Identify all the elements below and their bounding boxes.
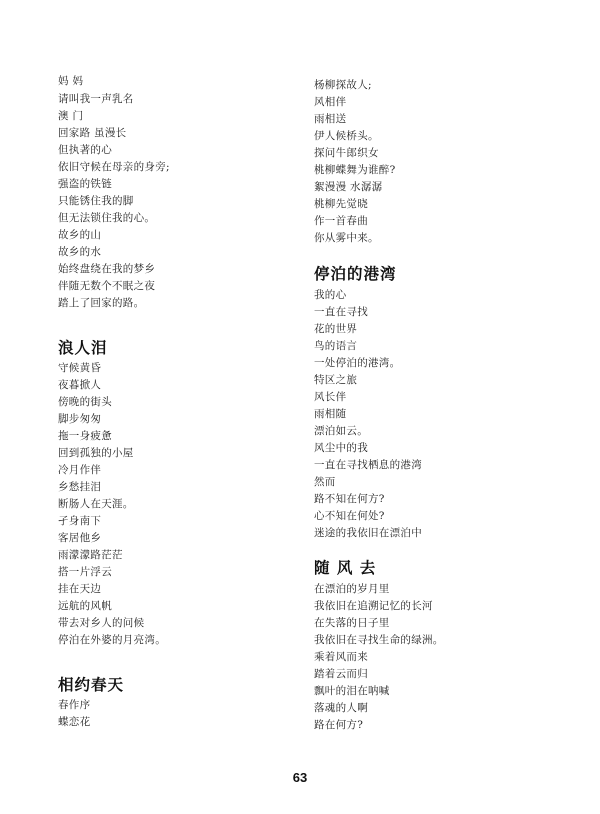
poem-line: 风尘中的我 bbox=[314, 442, 368, 454]
poem-line: 花的世界 bbox=[314, 323, 358, 335]
poem-line: 探问牛郎织女 bbox=[314, 147, 379, 159]
poem-title: 相约春天 bbox=[58, 676, 125, 694]
poem-line: 远航的风帆 bbox=[58, 600, 112, 612]
poem-line: 但执著的心 bbox=[58, 144, 112, 156]
poem-line: 拖一身疲惫 bbox=[58, 430, 112, 442]
poem-line: 搭一片浮云 bbox=[58, 566, 112, 578]
poem-line: 雨相随 bbox=[314, 408, 347, 420]
poem-line: 断肠人在天涯。 bbox=[58, 498, 134, 510]
poem-line: 落魂的人啊 bbox=[314, 702, 368, 714]
poem-line: 风相伴 bbox=[314, 96, 347, 108]
poem-line: 踏上了回家的路。 bbox=[58, 297, 145, 309]
page-number: 63 bbox=[292, 770, 308, 785]
poem-line: 心不知在何处? bbox=[314, 510, 385, 522]
poem-line: 作一首春曲 bbox=[314, 215, 368, 227]
poem-line: 但无法锁住我的心。 bbox=[58, 212, 156, 224]
poem-line: 鸟的语言 bbox=[314, 340, 358, 352]
poem-line: 始终盘绕在我的梦乡 bbox=[58, 263, 156, 275]
poem-line: 絮漫漫 水潺潺 bbox=[314, 181, 383, 193]
poem-line: 你从雾中来。 bbox=[314, 232, 379, 244]
poem-line: 在漂泊的岁月里 bbox=[314, 583, 390, 595]
poem-line: 风长伴 bbox=[314, 391, 347, 403]
poem-line: 桃柳先觉晓 bbox=[314, 198, 368, 210]
poem-line: 雨相送 bbox=[314, 113, 347, 125]
poem-line: 迷途的我依旧在漂泊中 bbox=[314, 527, 422, 539]
poem-line: 路不知在何方? bbox=[314, 493, 385, 505]
poem-line: 在失落的日子里 bbox=[314, 617, 390, 629]
poem-line: 客居他乡 bbox=[58, 532, 102, 544]
poem-line: 特区之旅 bbox=[314, 374, 358, 386]
poem-line: 伴随无数个不眠之夜 bbox=[58, 280, 156, 292]
poem-line: 杨柳探故人; bbox=[314, 79, 372, 91]
poem-line: 踏着云而归 bbox=[314, 668, 368, 680]
poem-line: 依旧守候在母亲的身旁; bbox=[58, 161, 170, 173]
poem-line: 回到孤独的小屋 bbox=[58, 447, 134, 459]
poem-line: 漂泊如云。 bbox=[314, 425, 368, 437]
poem-line: 澳 门 bbox=[58, 110, 84, 122]
poem-line: 回家路 虽漫长 bbox=[58, 127, 127, 139]
poem-line: 飘叶的泪在呐喊 bbox=[314, 685, 390, 697]
poem-line: 伊人候桥头。 bbox=[314, 130, 379, 142]
poem-line: 脚步匆匆 bbox=[58, 413, 102, 425]
poem-line: 路在何方? bbox=[314, 719, 364, 731]
poem-line: 蝶恋花 bbox=[58, 716, 91, 728]
poem-line: 然而 bbox=[314, 476, 336, 488]
poem-line: 我依旧在追溯记忆的长河 bbox=[314, 600, 433, 612]
poem-title: 随 风 去 bbox=[314, 559, 377, 577]
poem-line: 乡愁挂泪 bbox=[58, 481, 102, 493]
poem-line: 冷月作伴 bbox=[58, 464, 102, 476]
poem-line: 只能锈住我的脚 bbox=[58, 195, 134, 207]
poem-line: 傍晚的街头 bbox=[58, 396, 112, 408]
poem-line: 挂在天边 bbox=[58, 583, 102, 595]
poem-line: 我依旧在寻找生命的绿洲。 bbox=[314, 634, 444, 646]
poem-line: 孑身南下 bbox=[58, 515, 102, 527]
poem-line: 停泊在外婆的月亮湾。 bbox=[58, 634, 166, 646]
poem-line: 强盗的铁链 bbox=[58, 178, 112, 190]
poem-line: 雨濛濛路茫茫 bbox=[58, 549, 123, 561]
poem-line: 一直在寻找 bbox=[314, 306, 368, 318]
poem-line: 守候黄昏 bbox=[58, 362, 102, 374]
poem-line: 带去对乡人的问候 bbox=[58, 617, 145, 629]
poem-line: 故乡的山 bbox=[58, 229, 102, 241]
poem-line: 一直在寻找栖息的港湾 bbox=[314, 459, 422, 471]
poem-line: 请叫我一声乳名 bbox=[58, 93, 134, 105]
poem-line: 故乡的水 bbox=[58, 246, 102, 258]
poem-line: 我的心 bbox=[314, 289, 347, 301]
poem-line: 妈 妈 bbox=[58, 75, 84, 87]
poem-line: 桃柳蝶舞为谁醉? bbox=[314, 164, 396, 176]
poem-line: 乘着风而来 bbox=[314, 651, 368, 663]
poem-line: 一处停泊的港湾。 bbox=[314, 357, 401, 369]
poem-title: 停泊的港湾 bbox=[314, 265, 397, 283]
poem-line: 夜暮掀人 bbox=[58, 379, 102, 391]
poem-title: 浪人泪 bbox=[58, 339, 108, 357]
poem-line: 春作序 bbox=[58, 699, 91, 711]
